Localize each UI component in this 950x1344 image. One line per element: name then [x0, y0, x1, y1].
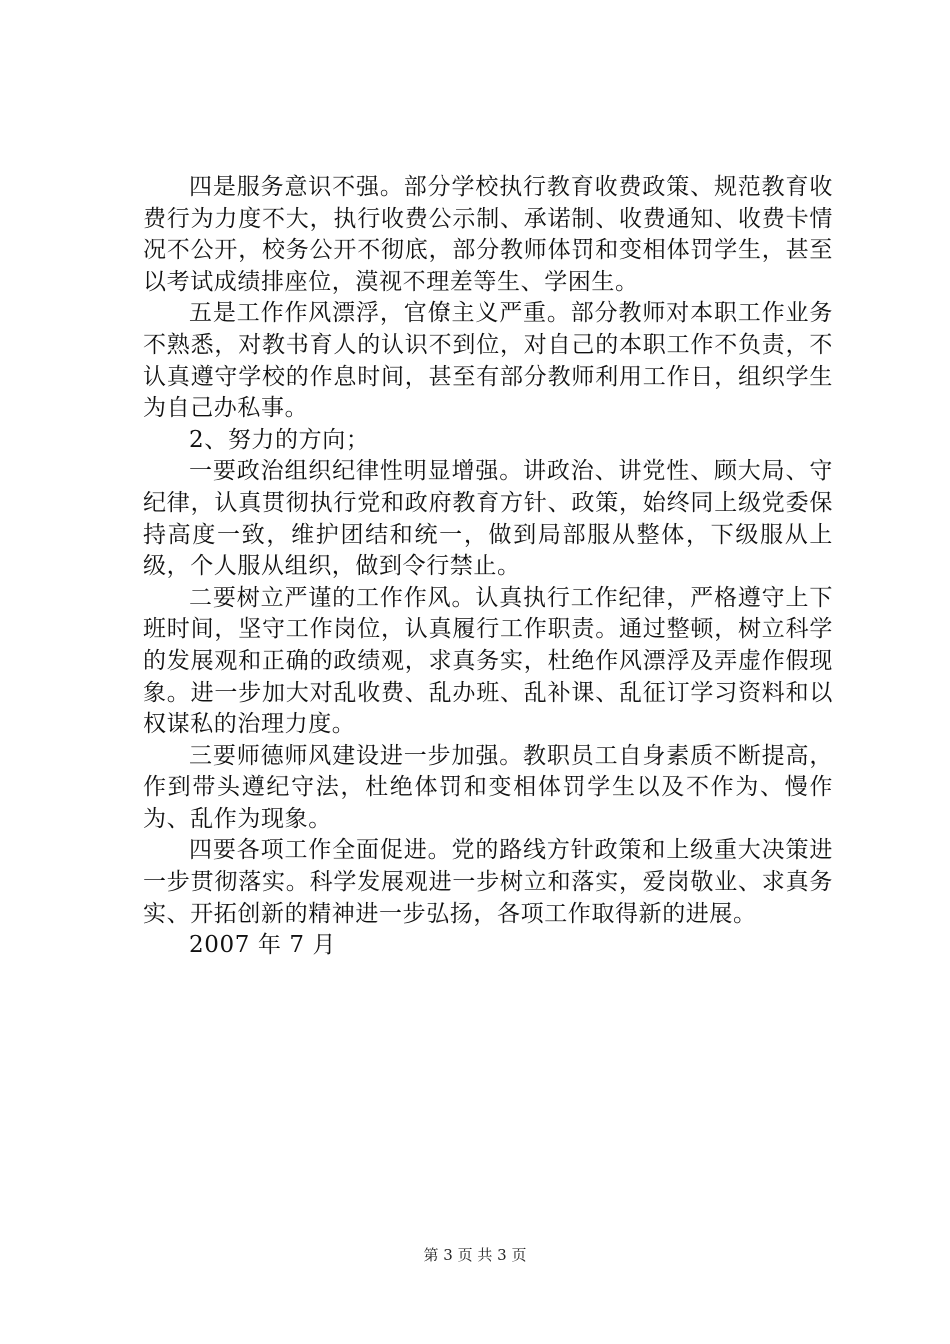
page-number-label: 第 3 页 共 3 页 — [423, 1246, 527, 1264]
page-footer — [0, 1245, 950, 1265]
paragraph-teacher-ethics: 三要师德师风建设进一步加强。教职员工自身素质不断提高，作到带头遵纪守法，杜绝体罚和变相体罚学生以及不作为、慢作为、乱作为现象。 — [143, 742, 833, 832]
section-heading-direction: 2、努力的方向； — [189, 426, 370, 453]
paragraph-service-awareness: 四是服务意识不强。部分学校执行教育收费政策、规范教育收费行为力度不大，执行收费公示制、承诺制、收费通知、收费卡情况不公开，校务公开不彻底，部分教师体罚和变相体罚学生，甚至以考试成绩排座位，漠视不理差等生、学困生。 — [143, 174, 833, 295]
paragraph-rigorous-style: 二要树立严谨的工作作风。认真执行工作纪律，严格遵守上下班时间，坚守工作岗位，认真履行工作职责。通过整顿，树立科学的发展观和正确的政绩观，求真务实，杜绝作风漂浮及弄虚作假现象。进一步加大对乱收费、乱办班、乱补课、乱征订学习资料和以权谋私的治理力度。 — [143, 584, 833, 738]
paragraph-overall-progress: 四要各项工作全面促进。党的路线方针政策和上级重大决策进一步贯彻落实。科学发展观进一步树立和落实，爱岗敬业、求真务实、开拓创新的精神进一步弘扬，各项工作取得新的进展。 — [143, 837, 833, 927]
document-date: 2007 年 7 月 — [189, 932, 337, 959]
paragraph-political-discipline: 一要政治组织纪律性明显增强。讲政治、讲党性、顾大局、守纪律，认真贯彻执行党和政府教育方针、政策，始终同上级党委保持高度一致，维护团结和统一，做到局部服从整体，下级服从上级，个人服从组织，做到令行禁止。 — [143, 458, 833, 580]
paragraph-work-style: 五是工作作风漂浮，官僚主义严重。部分教师对本职工作业务不熟悉，对教书育人的认识不到位，对自己的本职工作不负责，不认真遵守学校的作息时间，甚至有部分教师利用工作日，组织学生为自己办私事。 — [143, 300, 833, 422]
document-body — [143, 172, 833, 962]
